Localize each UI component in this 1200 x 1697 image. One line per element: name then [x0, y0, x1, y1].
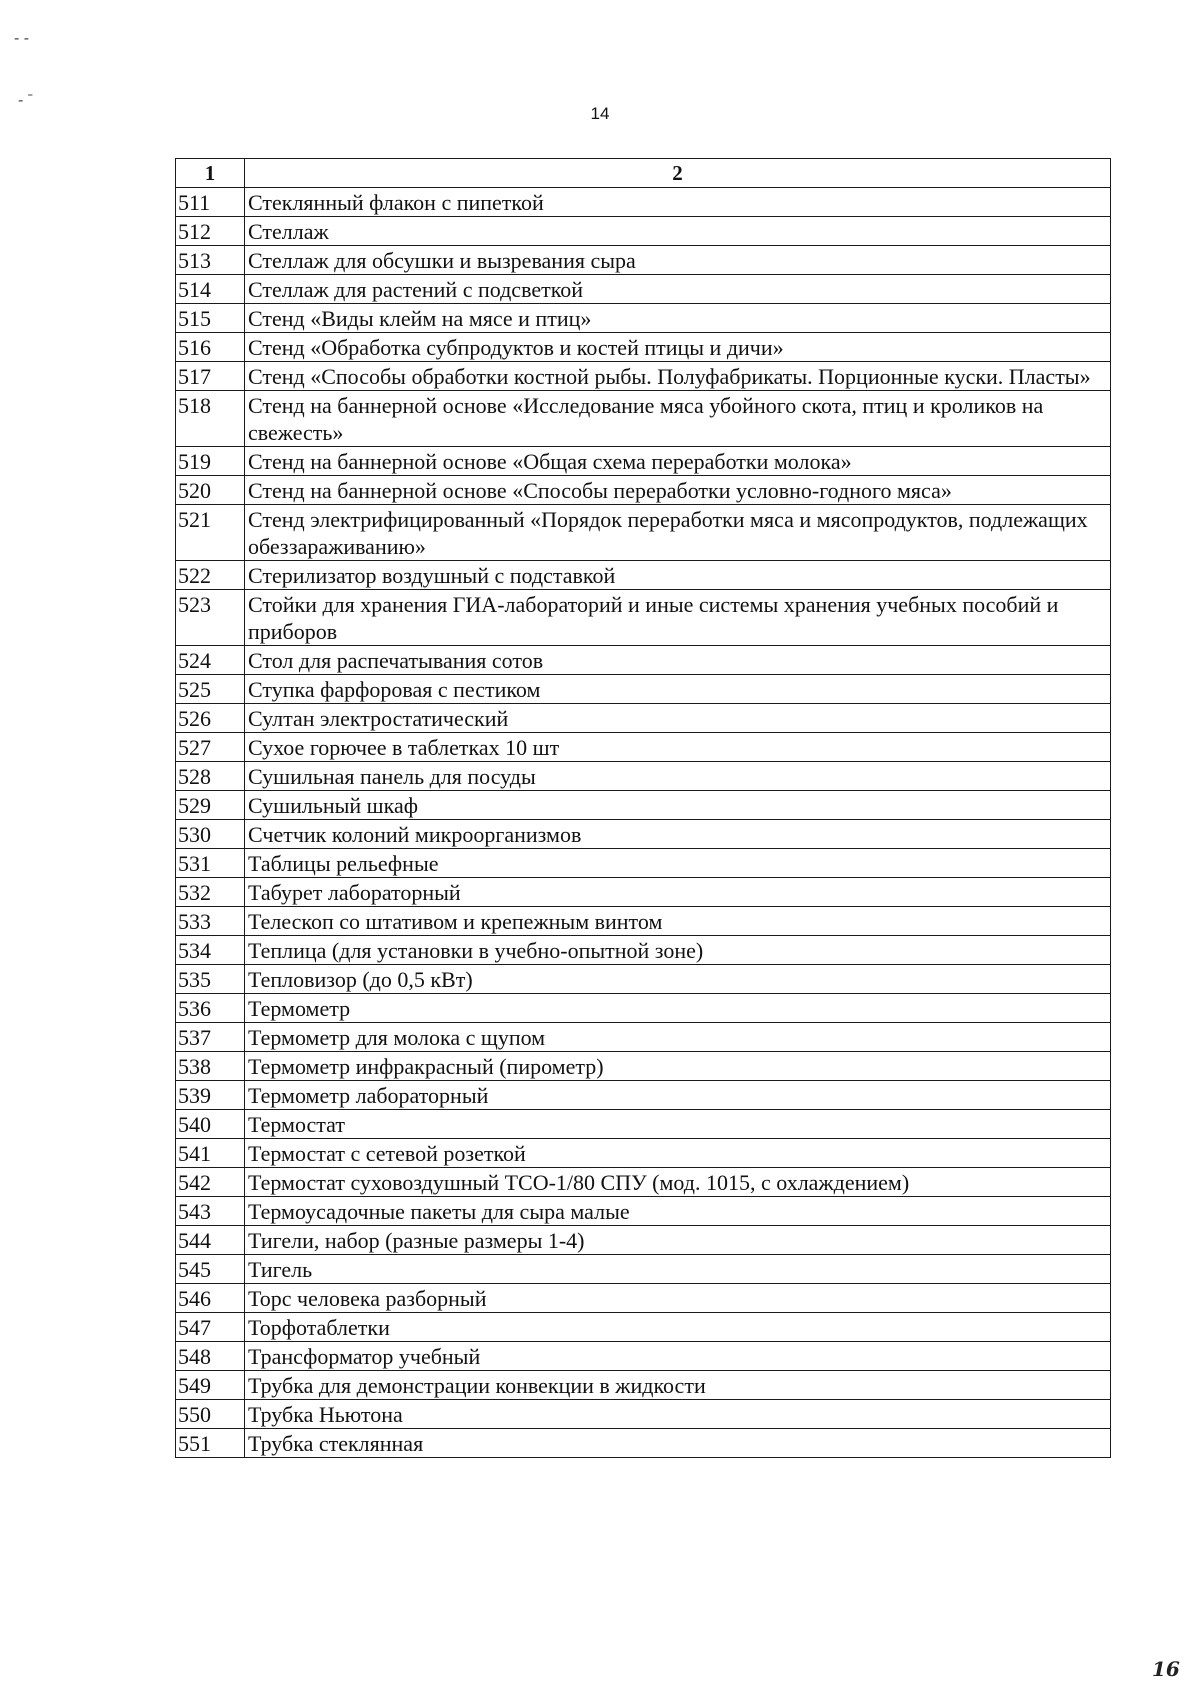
table-row: [176, 1284, 1111, 1313]
table-header-row: [176, 159, 1111, 188]
item-name: Тигели, набор (разные размеры 1-4): [245, 1226, 1111, 1255]
table-row: [176, 304, 1111, 333]
table-row: [176, 561, 1111, 590]
table-row: [176, 1052, 1111, 1081]
row-number: 545: [176, 1255, 245, 1284]
row-number: 520: [176, 476, 245, 505]
row-number: 540: [176, 1110, 245, 1139]
row-number: 515: [176, 304, 245, 333]
table-row: [176, 1255, 1111, 1284]
item-name: Термостат с сетевой розеткой: [245, 1139, 1111, 1168]
row-number: 532: [176, 878, 245, 907]
table-row: [176, 733, 1111, 762]
table-row: [176, 1081, 1111, 1110]
item-name: Термометр инфракрасный (пирометр): [245, 1052, 1111, 1081]
item-name: Стол для распечатывания сотов: [245, 646, 1111, 675]
item-name: Трубка для демонстрации конвекции в жидкости: [245, 1371, 1111, 1400]
item-name: Стеллаж для обсушки и вызревания сыра: [245, 246, 1111, 275]
row-number: 525: [176, 675, 245, 704]
row-number: 547: [176, 1313, 245, 1342]
item-name: Торс человека разборный: [245, 1284, 1111, 1313]
row-number: 523: [176, 590, 245, 646]
table-row: [176, 505, 1111, 561]
row-number: 522: [176, 561, 245, 590]
row-number: 512: [176, 217, 245, 246]
row-number: 533: [176, 907, 245, 936]
table-row: [176, 1429, 1111, 1458]
row-number: 531: [176, 849, 245, 878]
table-row: [176, 704, 1111, 733]
scan-artifact-top: - -: [14, 30, 30, 47]
row-number: 535: [176, 965, 245, 994]
item-name: Сушильная панель для посуды: [245, 762, 1111, 791]
items-table: [175, 158, 1111, 1458]
column-header-name: 2: [245, 159, 1111, 188]
item-name: Термометр лабораторный: [245, 1081, 1111, 1110]
item-name: Стенд «Обработка субпродуктов и костей птицы и дичи»: [245, 333, 1111, 362]
item-name: Термоусадочные пакеты для сыра малые: [245, 1197, 1111, 1226]
row-number: 548: [176, 1342, 245, 1371]
table-row: [176, 1168, 1111, 1197]
table-row: [176, 820, 1111, 849]
item-name: Таблицы рельефные: [245, 849, 1111, 878]
item-name: Тепловизор (до 0,5 кВт): [245, 965, 1111, 994]
item-name: Стерилизатор воздушный с подставкой: [245, 561, 1111, 590]
table-row: [176, 936, 1111, 965]
row-number: 521: [176, 505, 245, 561]
item-name: Трубка Ньютона: [245, 1400, 1111, 1429]
item-name: Трубка стеклянная: [245, 1429, 1111, 1458]
table-row: [176, 1139, 1111, 1168]
table-row: [176, 275, 1111, 304]
item-name: Стенд на баннерной основе «Способы переработки условно-годного мяса»: [245, 476, 1111, 505]
item-name: Сушильный шкаф: [245, 791, 1111, 820]
item-name: Счетчик колоний микроорганизмов: [245, 820, 1111, 849]
table-row: [176, 1342, 1111, 1371]
item-name: Термометр для молока с щупом: [245, 1023, 1111, 1052]
item-name: Термостат: [245, 1110, 1111, 1139]
table-row: [176, 907, 1111, 936]
row-number: 546: [176, 1284, 245, 1313]
row-number: 539: [176, 1081, 245, 1110]
row-number: 536: [176, 994, 245, 1023]
table-row: [176, 333, 1111, 362]
row-number: 549: [176, 1371, 245, 1400]
table-row: [176, 1313, 1111, 1342]
row-number: 513: [176, 246, 245, 275]
item-name: Стеклянный флакон с пипеткой: [245, 188, 1111, 217]
table-row: [176, 762, 1111, 791]
table-row: [176, 246, 1111, 275]
item-name: Тигель: [245, 1255, 1111, 1284]
table-row: [176, 188, 1111, 217]
item-name: Термостат суховоздушный ТСО-1/80 СПУ (мод. 1015, с охлаждением): [245, 1168, 1111, 1197]
table-row: [176, 1110, 1111, 1139]
table-row: [176, 791, 1111, 820]
row-number: 527: [176, 733, 245, 762]
table-row: [176, 391, 1111, 447]
row-number: 524: [176, 646, 245, 675]
table-row: [176, 362, 1111, 391]
table-row: [176, 447, 1111, 476]
row-number: 538: [176, 1052, 245, 1081]
row-number: 526: [176, 704, 245, 733]
item-name: Ступка фарфоровая с пестиком: [245, 675, 1111, 704]
item-name: Теплица (для установки в учебно-опытной зоне): [245, 936, 1111, 965]
table-row: [176, 1226, 1111, 1255]
item-name: Термометр: [245, 994, 1111, 1023]
table-row: [176, 1371, 1111, 1400]
row-number: 530: [176, 820, 245, 849]
row-number: 511: [176, 188, 245, 217]
item-name: Телескоп со штативом и крепежным винтом: [245, 907, 1111, 936]
row-number: 514: [176, 275, 245, 304]
scan-artifact-left: - ˉ: [18, 92, 34, 109]
row-number: 519: [176, 447, 245, 476]
item-name: Стенд «Способы обработки костной рыбы. Полуфабрикаты. Порционные куски. Пласты»: [245, 362, 1111, 391]
handwritten-page-mark: 16: [1152, 1657, 1180, 1681]
table-row: [176, 217, 1111, 246]
table-row: [176, 1197, 1111, 1226]
column-header-number: 1: [176, 159, 245, 188]
item-name: Стеллаж для растений с подсветкой: [245, 275, 1111, 304]
row-number: 518: [176, 391, 245, 447]
table-row: [176, 965, 1111, 994]
item-name: Стойки для хранения ГИА-лабораторий и иные системы хранения учебных пособий и приборов: [245, 590, 1111, 646]
page-number: 14: [590, 104, 610, 123]
table-row: [176, 849, 1111, 878]
row-number: 550: [176, 1400, 245, 1429]
row-number: 516: [176, 333, 245, 362]
table-row: [176, 476, 1111, 505]
table-row: [176, 878, 1111, 907]
item-name: Табурет лабораторный: [245, 878, 1111, 907]
item-name: Трансформатор учебный: [245, 1342, 1111, 1371]
row-number: 544: [176, 1226, 245, 1255]
table-row: [176, 994, 1111, 1023]
item-name: Сухое горючее в таблетках 10 шт: [245, 733, 1111, 762]
row-number: 542: [176, 1168, 245, 1197]
row-number: 551: [176, 1429, 245, 1458]
table-row: [176, 646, 1111, 675]
row-number: 537: [176, 1023, 245, 1052]
table-row: [176, 1023, 1111, 1052]
row-number: 529: [176, 791, 245, 820]
item-name: Султан электростатический: [245, 704, 1111, 733]
table-row: [176, 590, 1111, 646]
item-name: Стеллаж: [245, 217, 1111, 246]
item-name: Стенд «Виды клейм на мясе и птиц»: [245, 304, 1111, 333]
item-name: Стенд на баннерной основе «Исследование мяса убойного скота, птиц и кроликов на свежесть»: [245, 391, 1111, 447]
row-number: 517: [176, 362, 245, 391]
row-number: 534: [176, 936, 245, 965]
table-row: [176, 1400, 1111, 1429]
row-number: 543: [176, 1197, 245, 1226]
item-name: Стенд электрифицированный «Порядок переработки мяса и мясопродуктов, подлежащих обеззараживанию»: [245, 505, 1111, 561]
table-row: [176, 675, 1111, 704]
item-name: Торфотаблетки: [245, 1313, 1111, 1342]
item-name: Стенд на баннерной основе «Общая схема переработки молока»: [245, 447, 1111, 476]
row-number: 528: [176, 762, 245, 791]
row-number: 541: [176, 1139, 245, 1168]
